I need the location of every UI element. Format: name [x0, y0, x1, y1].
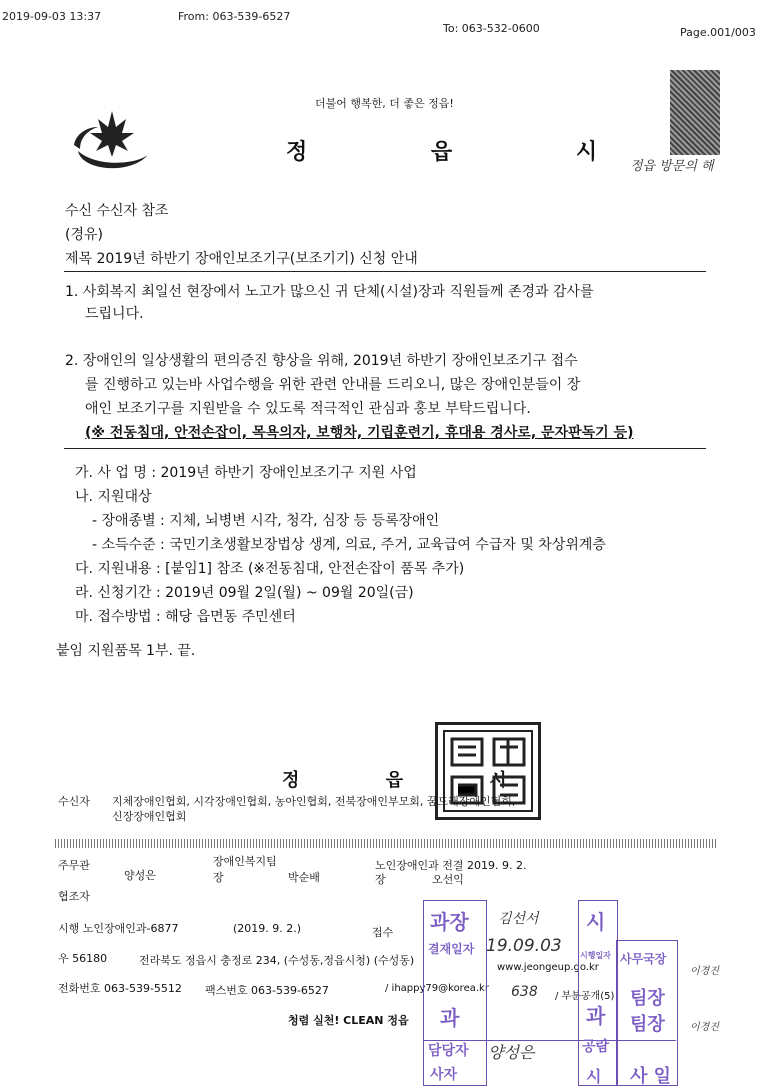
- hand-signature-3: 이경진: [690, 1022, 719, 1033]
- fax-datetime: 2019-09-03 13:37: [2, 10, 102, 23]
- subject-divider: [64, 271, 706, 272]
- director-name: 오선익: [432, 873, 464, 886]
- director-label-2: 장: [375, 873, 386, 886]
- recipient-line: 수신 수신자 참조: [65, 203, 169, 219]
- para2-items: [85, 422, 633, 442]
- postal-code: 우 56180: [58, 952, 108, 965]
- website: www.jeongeup.go.kr: [497, 962, 599, 973]
- director-label-1: 노인장애인과 전결 2019. 9. 2.: [375, 859, 527, 872]
- org-title: 정 읍 시: [286, 140, 656, 165]
- stamp-c3-2: 팀장: [630, 1014, 665, 1035]
- fax-page: Page.001/003: [680, 26, 756, 39]
- team-lead-label-2: 장: [213, 871, 224, 884]
- phone: 전화번호 063-539-5512: [58, 982, 182, 995]
- drafter-label: 주무관: [58, 859, 90, 872]
- detail-b1: - 장애종별 : 지체, 뇌병변 시각, 청각, 심장 등 등록장애인: [92, 513, 440, 529]
- para2-line3: 애인 보조기구를 지원받을 수 있도록 적극적인 관심과 홍보 부탁드립니다.: [85, 401, 531, 417]
- para-divider: [64, 448, 706, 449]
- attachment: 붙임 지원품목 1부. 끝.: [56, 643, 196, 659]
- stamp-c3-3: 사 일: [630, 1066, 672, 1087]
- team-lead-label-1: 장애인복지팀: [213, 855, 277, 868]
- hand-signature-4: 양성은: [488, 1043, 535, 1062]
- stamp-c2-4: 시: [586, 1067, 602, 1086]
- via-line: (경유): [65, 227, 103, 243]
- stamp-c1-3: 담당자: [428, 1043, 469, 1059]
- detail-e: 마. 접수방법 : 해당 읍면동 주민센터: [75, 609, 296, 625]
- stamp-c1-0: 과장: [430, 910, 469, 934]
- disclosure: / 부분공개(5): [555, 991, 615, 1002]
- para2-line2: 를 진행하고 있는바 사업수행을 위한 관련 안내를 드리오니, 많은 장애인분들이 장: [85, 377, 581, 393]
- recipients-label: 수신자: [58, 795, 90, 808]
- hand-signature-1: 김선서: [498, 911, 539, 927]
- footer-hatch-divider: [55, 839, 717, 848]
- enforce-date: (2019. 9. 2.): [233, 922, 302, 935]
- clean-slogan: 청렴 실천! CLEAN 정읍: [288, 1014, 409, 1027]
- city-logo-icon: [68, 105, 154, 175]
- detail-a: 가. 사 업 명 : 2019년 하반기 장애인보조기구 지원 사업: [75, 465, 417, 481]
- detail-b: 나. 지원대상: [75, 489, 152, 505]
- stamp-c3-1: 팀장: [630, 988, 665, 1009]
- stamp-c2-3: 공람: [582, 1039, 610, 1055]
- stamp-c3-0: 사무국장: [620, 952, 667, 966]
- fax-from: From: 063-539-6527: [178, 10, 291, 23]
- detail-d: 라. 신청기간 : 2019년 09월 2일(월) ~ 09월 20일(금): [75, 585, 414, 601]
- para1-line2: 드립니다.: [85, 306, 144, 322]
- recipients-line2: 신장장애인협회: [112, 810, 187, 823]
- email: / ihappy79@korea.kr: [385, 983, 489, 994]
- drafter-name: 양성은: [124, 869, 156, 882]
- recipients-line1: 지체장애인협회, 시각장애인협회, 농아인협회, 전북장애인부모회, 꿈드래장애인협회,: [112, 795, 516, 808]
- detail-b2: - 소득수준 : 국민기초생활보장법상 생계, 의료, 주거, 교육급여 수급자 및 차상위계층: [92, 537, 606, 553]
- stamp-c1-2: 과: [440, 1006, 460, 1030]
- fax-number: 팩스번호 063-539-6527: [205, 984, 329, 997]
- visit-year-mark: 정읍 방문의 해: [630, 159, 714, 174]
- seal-label: [438, 725, 439, 726]
- stamp-c2-1: 시행일자: [580, 951, 611, 960]
- detail-c: 다. 지원내용 : [붙임1] 참조 (※전동침대, 안전손잡이 품목 추가): [75, 561, 465, 577]
- stamp-c1-4: 사자: [430, 1067, 458, 1083]
- address: 전라북도 정읍시 충정로 234, (수성동,정읍시청) (수성동): [139, 954, 415, 967]
- para2-items-text: (※ 전동침대, 안전손잡이, 목욕의자, 보행차, 기립훈련기, 휴대용 경사로, 문자판독기 등): [85, 425, 634, 441]
- para1-line1: 1. 사회복지 최일선 현장에서 노고가 많으신 귀 단체(시설)장과 직원들께 존경과 감사를: [65, 284, 594, 300]
- stamp-c2-2: 과: [586, 1004, 606, 1028]
- cooperator-label: 협조자: [58, 890, 90, 903]
- enforce-label: 시행 노인장애인과-6877: [58, 922, 179, 935]
- stamp-c1-1: 결재일자: [428, 942, 475, 956]
- slogan: 더불어 행복한, 더 좋은 정읍!: [315, 97, 454, 110]
- issuer-name: 정 읍 시: [282, 770, 547, 791]
- letterhead-emblem-icon: [670, 70, 720, 155]
- hand-signature-2: 이경진: [690, 966, 719, 977]
- hand-number: 638: [511, 984, 538, 1000]
- team-lead-name: 박순배: [288, 871, 320, 884]
- fax-to: To: 063-532-0600: [443, 22, 540, 35]
- stamp-c2-0: 시: [586, 910, 606, 934]
- para2-line1: 2. 장애인의 일상생활의 편의증진 향상을 위해, 2019년 하반기 장애인보조기구 접수: [65, 353, 578, 369]
- hand-date: 19.09.03: [486, 936, 562, 956]
- receipt-label: 접수: [372, 926, 394, 939]
- subject-line: 제목 2019년 하반기 장애인보조기구(보조기기) 신청 안내: [65, 251, 418, 267]
